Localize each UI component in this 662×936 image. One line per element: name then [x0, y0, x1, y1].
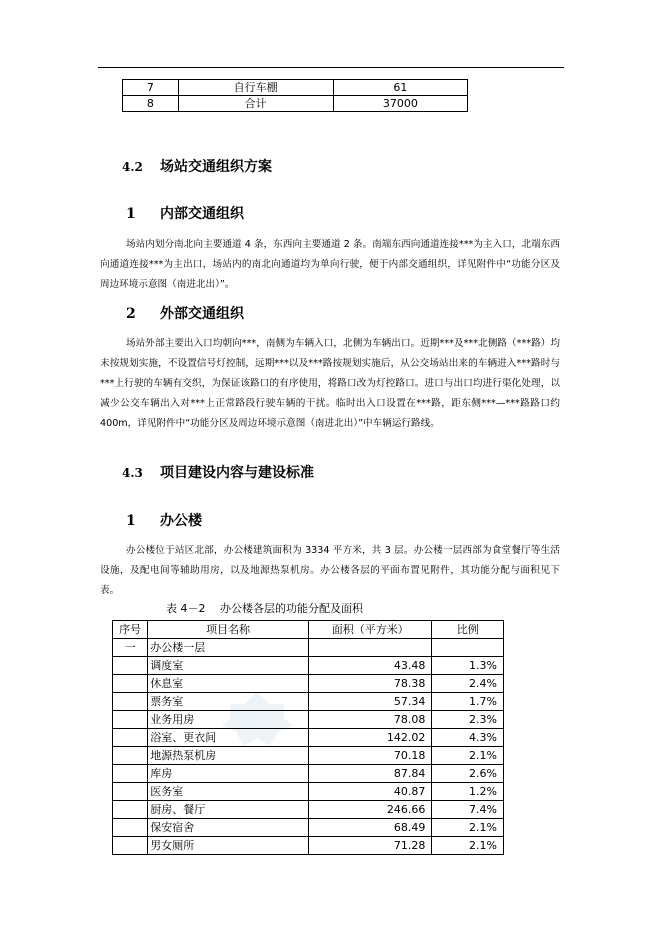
- table-row: [113, 783, 504, 801]
- room-name: 调度室: [148, 657, 309, 675]
- table-row: [123, 96, 468, 112]
- room-area: 142.02: [309, 729, 432, 747]
- room-ratio: 2.4%: [432, 675, 504, 693]
- summary-table: [122, 79, 468, 112]
- room-area: 40.87: [309, 783, 432, 801]
- table-row: [113, 675, 504, 693]
- room-ratio: 2.3%: [432, 711, 504, 729]
- table-row: [113, 747, 504, 765]
- room-ratio: 1.7%: [432, 693, 504, 711]
- room-name: 库房: [148, 765, 309, 783]
- room-name: 地源热泵机房: [148, 747, 309, 765]
- room-name: 医务室: [148, 783, 309, 801]
- row-number: 7: [123, 80, 179, 96]
- room-name: 业务用房: [148, 711, 309, 729]
- table-row: [113, 693, 504, 711]
- room-name: 休息室: [148, 675, 309, 693]
- subheading-office-building: [126, 510, 202, 530]
- subheading-number: 2: [126, 306, 136, 322]
- item-name: 合计: [178, 96, 333, 112]
- room-area: 68.49: [309, 819, 432, 837]
- table-header-row: [113, 621, 504, 639]
- room-name: 男女厕所: [148, 837, 309, 855]
- item-name: 自行车棚: [178, 80, 333, 96]
- section-number: 4.3: [122, 466, 143, 480]
- room-area: 246.66: [309, 801, 432, 819]
- room-area: 57.34: [309, 693, 432, 711]
- room-area: 71.28: [309, 837, 432, 855]
- table-row: [113, 765, 504, 783]
- room-ratio: 7.4%: [432, 801, 504, 819]
- table-caption: 表 4－2 办公楼各层的功能分配及面积: [166, 602, 363, 615]
- room-ratio: 2.6%: [432, 765, 504, 783]
- room-ratio: 2.1%: [432, 819, 504, 837]
- room-name: 票务室: [148, 693, 309, 711]
- table-group-row: [113, 639, 504, 657]
- room-ratio: 2.1%: [432, 837, 504, 855]
- subheading-title: 内部交通组织: [160, 206, 244, 222]
- paragraph-internal-traffic: 场站内划分南北向主要通道 4 条，东西向主要通道 2 条。南端东西向通道连接***为主入口，北端东西向通道连接***为主出口，场站内的南北向通道均为单向行驶，便于内部交通组织，详见附件中“功能分区及周边环境示意图（南进北出）”。: [100, 239, 560, 290]
- room-name: 厨房、餐厅: [148, 801, 309, 819]
- room-area: 78.08: [309, 711, 432, 729]
- room-name: 保安宿舍: [148, 819, 309, 837]
- paragraph-office-building: 办公楼位于站区北部，办公楼建筑面积为 3334 平方米，共 3 层。办公楼一层西部为食堂餐厅等生活设施，及配电间等辅助用房，以及地源热泵机房。办公楼各层的平面布置见附件，其功能分配与面积见下表。: [100, 545, 560, 596]
- room-area: 43.48: [309, 657, 432, 675]
- group-name: 办公楼一层: [148, 639, 309, 657]
- table-row: [113, 819, 504, 837]
- room-ratio: 4.3%: [432, 729, 504, 747]
- table-row: [113, 801, 504, 819]
- table-row: [113, 729, 504, 747]
- section-number: 4.2: [122, 160, 143, 174]
- subheading-number: 1: [126, 513, 136, 529]
- table-row: [113, 657, 504, 675]
- office-area-table: [112, 620, 504, 855]
- room-area: 70.18: [309, 747, 432, 765]
- table-row: [123, 80, 468, 96]
- section-title: 场站交通组织方案: [160, 159, 272, 175]
- group-number: 一: [113, 639, 148, 657]
- column-header-no: 序号: [113, 621, 148, 639]
- room-area: 87.84: [309, 765, 432, 783]
- column-header-area: 面积（平方米）: [309, 621, 432, 639]
- subheading-number: 1: [126, 206, 136, 222]
- section-heading-4-2: [122, 156, 272, 176]
- section-heading-4-3: [122, 462, 314, 482]
- room-ratio: 2.1%: [432, 747, 504, 765]
- section-title: 项目建设内容与建设标准: [160, 465, 314, 481]
- subheading-external-traffic: [126, 303, 244, 323]
- room-ratio: 1.2%: [432, 783, 504, 801]
- room-ratio: 1.3%: [432, 657, 504, 675]
- column-header-ratio: 比例: [432, 621, 504, 639]
- header-rule: [98, 67, 564, 68]
- subheading-internal-traffic: [126, 203, 244, 223]
- room-area: 78.38: [309, 675, 432, 693]
- column-header-name: 项目名称: [148, 621, 309, 639]
- subheading-title: 外部交通组织: [160, 306, 244, 322]
- subheading-title: 办公楼: [160, 513, 202, 529]
- table-row: [113, 711, 504, 729]
- item-value: 61: [333, 80, 467, 96]
- room-name: 浴室、更衣间: [148, 729, 309, 747]
- item-value: 37000: [333, 96, 467, 112]
- table-row: [113, 837, 504, 855]
- paragraph-external-traffic: 场站外部主要出入口均朝向***，南侧为车辆入口，北侧为车辆出口。近期***及***北侧路（***路）均未按规划实施，不设置信号灯控制，远期***以及***路按规划实施后，从公交场站出来的车辆进入***路时与***上行驶的车辆有交织，为保证该路口的有序使用，将路口改为灯控路口。进口与出口均进行渠化处理，以减少公交车辆出入对***上正常路段行驶车辆的干扰。临时出入口设置在***路，距东侧***—***路路口约 400m，详见附件中“功能分区及周边环境示意图（南进北出）”中车辆运行路线。: [100, 338, 560, 429]
- row-number: 8: [123, 96, 179, 112]
